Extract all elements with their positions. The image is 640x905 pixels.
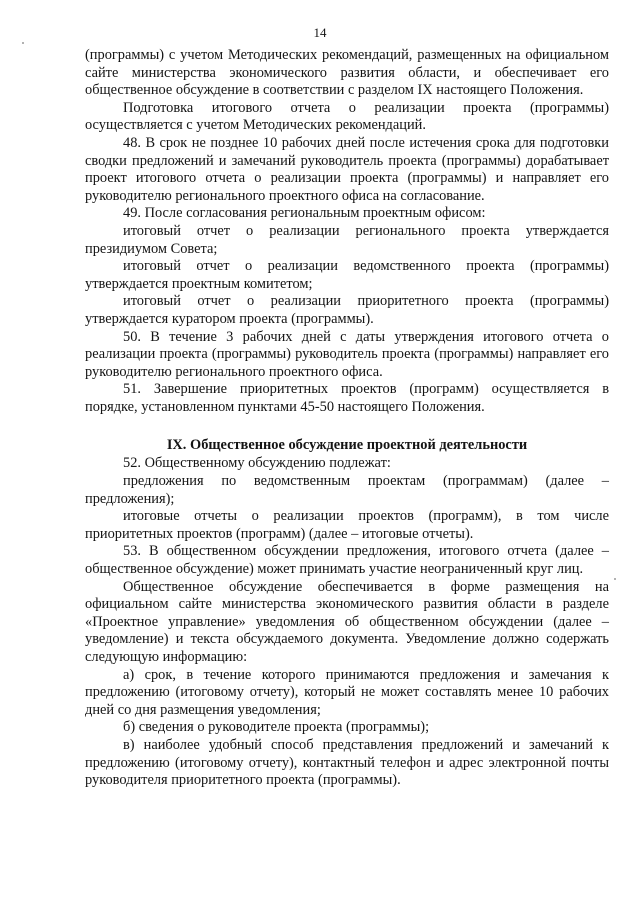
paragraph-item-53: 53. В общественном обсуждении предложения, итогового отчета (далее – общественное обсуждение) может принимать участие неограниченный круг лиц. [85,543,609,578]
paragraph: предложения по ведомственным проектам (программам) (далее – предложения); [85,473,609,507]
document-body [85,47,609,790]
scan-speck [22,42,24,44]
paragraph: итоговый отчет о реализации ведомственного проекта (программы) утверждается проектным комитетом; [85,258,609,292]
list-item-a: а) срок, в течение которого принимаются предложения и замечания к предложению (итоговому отчету), который не может составлять менее 10 рабочих дней со дня размещения уведомления; [85,666,609,718]
paragraph: Общественное обсуждение обеспечивается в форме размещения на официальном сайте министерства экономического развития области в разделе «Проектное управление» уведомления об общественном обсуждении (далее – уведомление) и текста обсуждаемого документа. Уведомление должно содержать следующую информацию: [85,578,609,665]
page-number: 14 [313,25,327,40]
paragraph-item-49: 49. После согласования региональным проектным офисом: [123,205,486,222]
paragraph-continuation: (программы) с учетом Методических рекомендаций, размещенных на официальном сайте министерства экономического развития области, и обеспечивает его общественное обсуждение в соответствии с разделом IX настоящего Положения. [85,47,609,99]
list-item-b: б) сведения о руководителе проекта (программы); [123,719,430,736]
paragraph: итоговые отчеты о реализации проектов (программ), в том числе приоритетных проектов (программ) (далее – итоговые отчеты). [85,508,609,542]
paragraph-item-51: 51. Завершение приоритетных проектов (программ) осуществляется в порядке, установленном пунктами 45-50 настоящего Положения. [85,381,609,415]
paragraph: итоговый отчет о реализации приоритетного проекта (программы) утверждается куратором проекта (программы). [85,293,609,327]
paragraph-item-48: 48. В срок не позднее 10 рабочих дней после истечения срока для подготовки сводки предложений и замечаний руководитель проекта (программы) дорабатывает проект итогового отчета о реализации проекта (программы) и направляет его руководителю регионального проектного офиса на согласование. [85,134,609,204]
list-item-c: в) наиболее удобный способ представления предложений и замечаний к предложению (итоговому отчету), контактный телефон и адрес электронной почты руководителя приоритетного проекта (программы). [85,736,609,789]
paragraph-item-50: 50. В течение 3 рабочих дней с даты утверждения итогового отчета о реализации проекта (программы) руководитель проекта (программы) направляет его руководителю регионального проектного офиса. [85,328,609,380]
section-heading: IX. Общественное обсуждение проектной деятельности [166,437,528,454]
paragraph: итоговый отчет о реализации регионального проекта утверждается президиумом Совета; [85,222,609,257]
paragraph-item-52: 52. Общественному обсуждению подлежат: [123,455,391,472]
paragraph: Подготовка итогового отчета о реализации проекта (программы) осуществляется с учетом Методических рекомендаций. [85,99,609,134]
scan-speck [614,578,616,580]
